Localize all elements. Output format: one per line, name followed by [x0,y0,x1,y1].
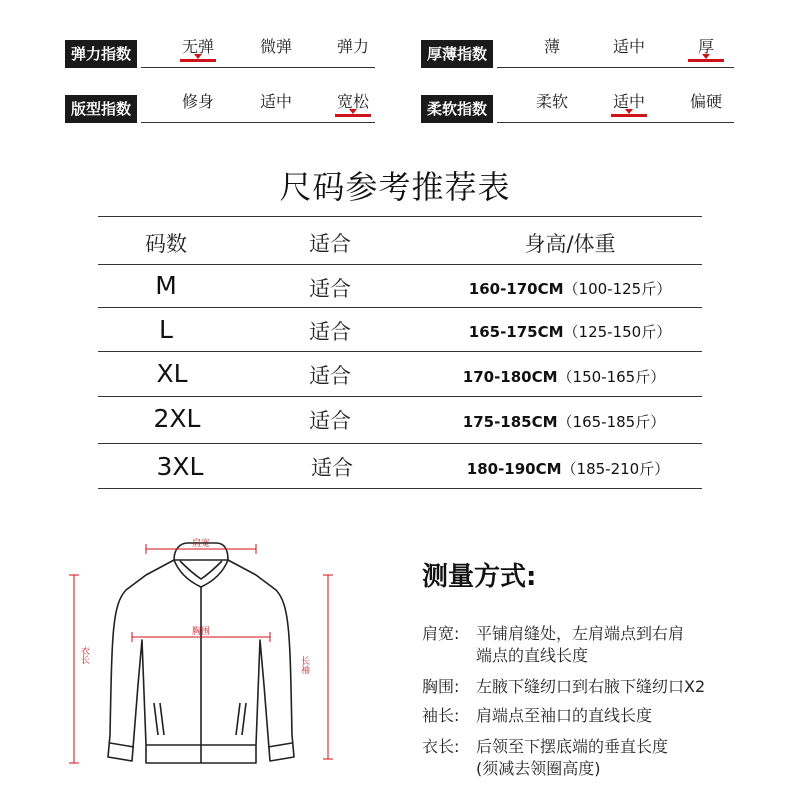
measure-item-chest [422,676,705,698]
table-divider [98,264,702,265]
selected-tick-icon [702,54,710,59]
index-option: 修身 [181,92,215,111]
fit-cell: 适合 [309,277,351,301]
index-option: 适中 [612,92,646,111]
fit-cell: 适合 [309,320,351,344]
weight-range: （150-165斤） [557,368,666,386]
selected-tick-icon [349,109,357,114]
index-baseline [497,67,734,68]
shoulder-label: 肩宽 [191,539,211,549]
size-cell: 3XL [156,452,204,481]
measure-text-cont: (须减去领圈高度) [476,759,601,778]
height-range: 180-190CM [466,460,562,478]
softness-index [421,92,734,123]
size-cell: 2XL [153,404,201,433]
weight-range: （125-150斤） [563,323,672,341]
index-baseline [497,122,734,123]
sleeve-label: 长袖 [299,656,309,674]
measure-text-cont: 端点的直线长度 [476,646,589,665]
selected-indicator [180,59,216,62]
measure-text: 肩端点至袖口的直线长度 [476,706,653,725]
index-label: 弹力指数 [65,40,137,68]
weight-range: （100-125斤） [563,280,672,298]
index-option: 宽松 [336,92,370,111]
size-chart-title: 尺码参考推荐表 [279,168,511,206]
index-option: 适中 [259,92,293,111]
height-weight-cell [469,321,671,342]
index-option: 薄 [543,37,561,56]
header-size: 码数 [145,232,187,256]
selected-tick-icon [194,54,202,59]
index-label: 柔软指数 [421,95,493,123]
measure-title: 测量方式: [422,562,537,592]
table-divider [98,396,702,397]
table-divider [98,216,702,217]
height-weight-cell [463,366,665,387]
fit-index [65,92,375,123]
selected-indicator [611,114,647,117]
fit-cell: 适合 [309,364,351,388]
jacket-icon [108,543,294,763]
height-range: 160-170CM [468,280,564,298]
measure-text: 后领至下摆底端的垂直长度 [476,737,669,756]
index-option: 弹力 [336,37,370,56]
index-option: 偏硬 [689,92,723,111]
height-range: 170-180CM [462,368,558,386]
height-range: 175-185CM [462,413,558,431]
measure-item-shoulder [422,623,685,665]
index-option: 适中 [612,37,646,56]
weight-range: （185-210斤） [561,460,670,478]
fit-cell: 适合 [309,409,351,433]
measure-key: 袖长: [422,706,460,725]
measure-key: 衣长: [422,737,460,756]
selected-tick-icon [625,109,633,114]
elasticity-index [65,37,375,68]
size-cell: L [159,315,173,344]
height-range: 165-175CM [468,323,564,341]
height-weight-cell [469,278,671,299]
measure-item-length [422,736,669,778]
header-fit: 适合 [309,232,351,256]
jacket-measurement-diagram [60,535,340,785]
index-baseline [141,67,375,68]
size-cell: M [155,271,177,300]
index-baseline [141,122,375,123]
selected-indicator [335,114,371,117]
weight-range: （165-185斤） [557,413,666,431]
index-label: 版型指数 [65,95,137,123]
index-option: 厚 [697,37,715,56]
size-cell: XL [156,359,188,388]
fit-cell: 适合 [311,456,353,480]
measure-text: 平铺肩缝处，左肩端点到右肩 [476,624,685,643]
selected-indicator [688,59,724,62]
measure-text: 左腋下缝纫口到右腋下缝纫口X2 [476,677,706,696]
length-label: 衣长 [79,646,89,664]
table-divider [98,488,702,489]
height-weight-cell [463,411,665,432]
index-option: 无弹 [181,37,215,56]
header-height-weight: 身高/体重 [524,232,616,256]
table-divider [98,351,702,352]
measure-item-sleeve [422,705,652,727]
table-divider [98,443,702,444]
height-weight-cell [467,458,669,479]
measure-key: 胸围: [422,677,460,696]
chest-label: 胸围 [191,627,211,637]
index-option: 微弹 [259,37,293,56]
table-divider [98,307,702,308]
index-label: 厚薄指数 [421,40,493,68]
index-option: 柔软 [535,92,569,111]
measure-key: 肩宽: [422,624,460,643]
thickness-index [421,37,734,68]
